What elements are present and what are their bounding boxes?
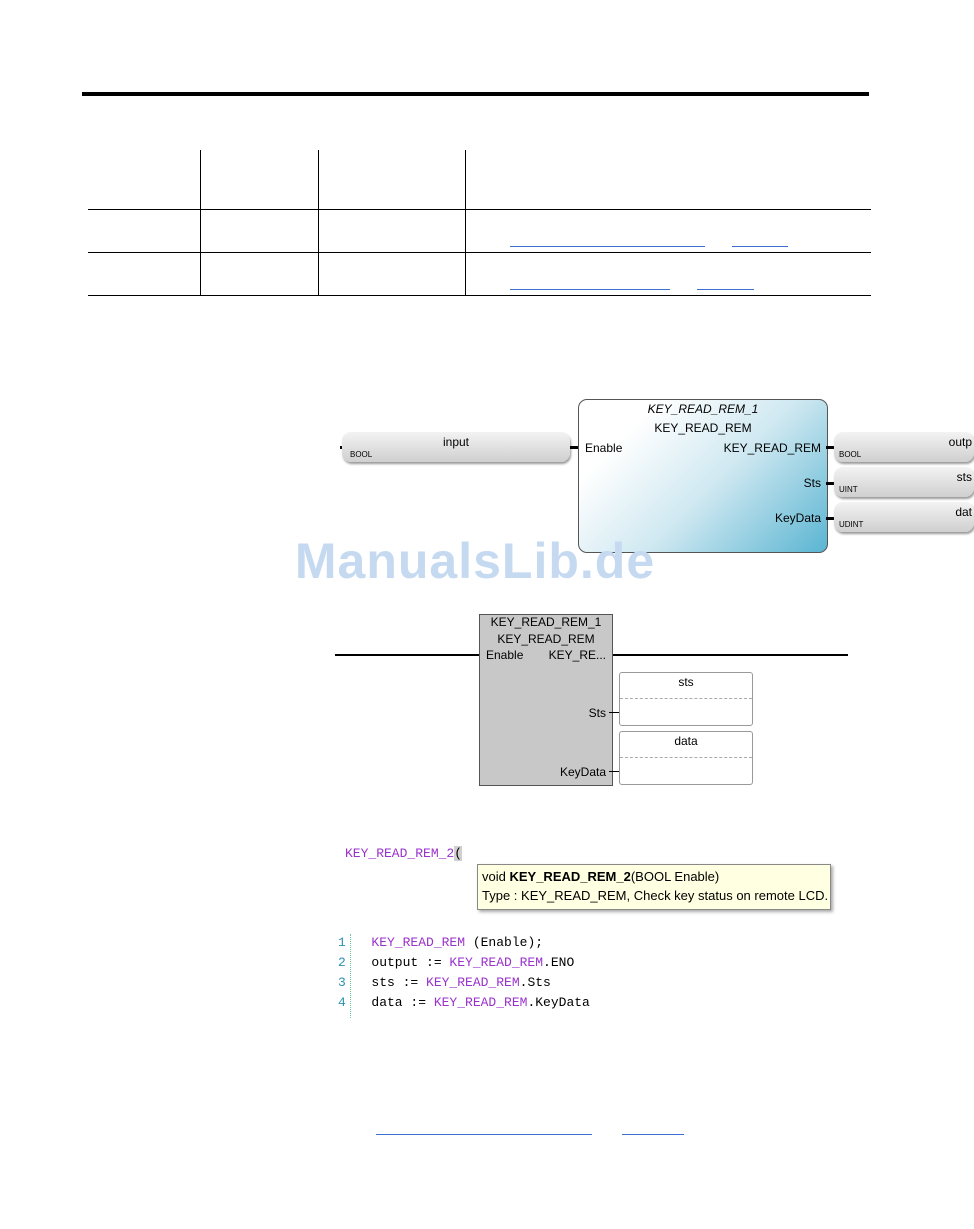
footer-link[interactable] bbox=[622, 1134, 684, 1135]
table-link[interactable] bbox=[510, 289, 670, 290]
pin-enable: Enable bbox=[486, 648, 524, 662]
input-var-type: BOOL bbox=[350, 450, 373, 459]
st-call-paren: ( bbox=[454, 846, 463, 861]
block-instance-name: KEY_READ_REM_1 bbox=[490, 615, 602, 629]
output-var-outp[interactable]: outp BOOL bbox=[834, 432, 974, 462]
pin-eno: KEY_RE... bbox=[548, 648, 606, 662]
intellisense-tooltip: void KEY_READ_REM_2(BOOL Enable) Type : KEY_READ_REM, Check key status on remote LCD. bbox=[477, 864, 831, 910]
table-link[interactable] bbox=[510, 246, 705, 247]
footer-link[interactable] bbox=[376, 1134, 592, 1135]
code-line: 3 sts := KEY_READ_REM.Sts bbox=[338, 975, 551, 990]
st-call-editor[interactable] bbox=[345, 846, 462, 861]
block-type-name: KEY_READ_REM bbox=[654, 421, 752, 435]
pin-eno: KEY_READ_REM bbox=[723, 441, 821, 455]
pin-enable: Enable bbox=[585, 441, 623, 455]
block-type-name: KEY_READ_REM bbox=[497, 632, 595, 646]
output-var-data[interactable]: dat UDINT bbox=[834, 502, 974, 532]
pin-sts: Sts bbox=[803, 476, 821, 490]
tooltip-func-name: KEY_READ_REM_2 bbox=[509, 869, 631, 884]
ladder-function-block[interactable] bbox=[479, 614, 613, 786]
pin-sts: Sts bbox=[588, 706, 606, 720]
input-var-name: input bbox=[442, 435, 470, 449]
block-instance-name: KEY_READ_REM_1 bbox=[647, 402, 759, 416]
pin-keydata: KeyData bbox=[774, 511, 821, 525]
fbd-input-variable[interactable] bbox=[342, 432, 570, 462]
ladder-var-data[interactable]: data bbox=[619, 731, 753, 785]
code-line: 4 data := KEY_READ_REM.KeyData bbox=[338, 995, 590, 1010]
watermark: ManualsLib.de bbox=[294, 533, 656, 589]
table-link[interactable] bbox=[732, 246, 788, 247]
st-call-name: KEY_READ_REM_2 bbox=[345, 846, 455, 861]
tooltip-type-desc: Type : KEY_READ_REM, Check key status on remote LCD. bbox=[482, 888, 829, 903]
code-line: 2 output := KEY_READ_REM.ENO bbox=[338, 955, 575, 970]
header-rule bbox=[82, 92, 869, 96]
fbd-function-block[interactable] bbox=[578, 399, 828, 553]
ladder-var-sts[interactable]: sts bbox=[619, 672, 753, 726]
table-link[interactable] bbox=[697, 289, 754, 290]
pin-keydata: KeyData bbox=[559, 765, 606, 779]
output-var-sts[interactable]: sts UINT bbox=[834, 467, 974, 497]
code-line: 1 KEY_READ_REM (Enable); bbox=[338, 935, 544, 950]
